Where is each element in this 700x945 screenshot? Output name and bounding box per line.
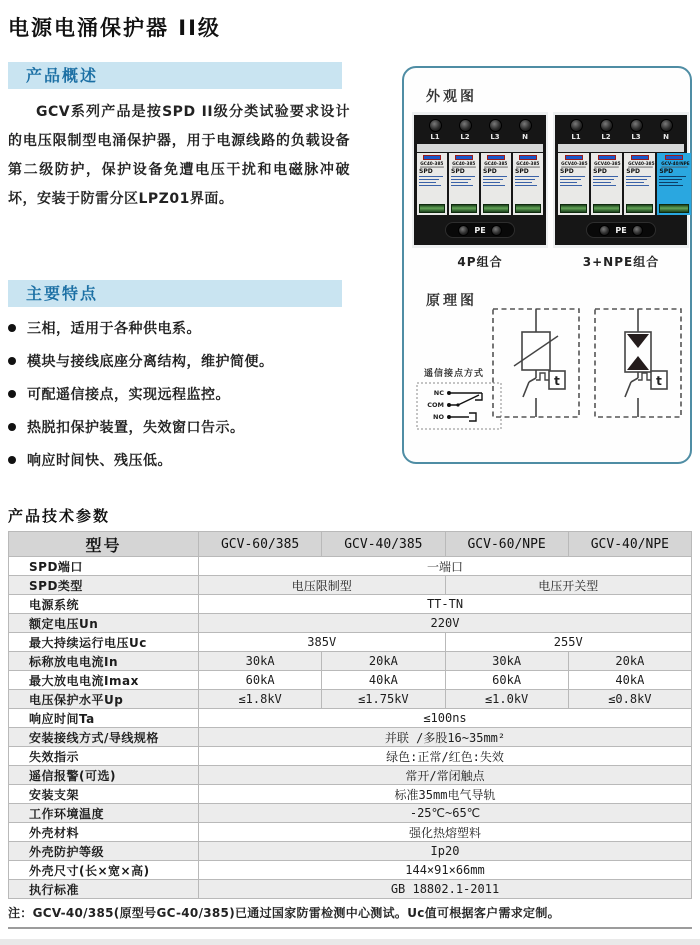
header-model-name: GCV-60/NPE bbox=[445, 532, 568, 557]
feature-text: 三相，适用于各种供电系。 bbox=[27, 321, 201, 337]
product-unit bbox=[412, 112, 548, 270]
bullet-icon bbox=[8, 357, 16, 365]
row-label: SPD类型 bbox=[9, 576, 199, 595]
status-window bbox=[419, 204, 445, 213]
status-window bbox=[626, 204, 653, 213]
module-spec-lines bbox=[659, 176, 686, 188]
row-label: 电压保护水平Up bbox=[9, 690, 199, 709]
module-model: GCV-40/NPE bbox=[661, 161, 690, 167]
terminal-label: L3 bbox=[631, 133, 641, 141]
photo-frame bbox=[412, 112, 548, 248]
feature-item bbox=[8, 351, 368, 371]
pe-screw-icon bbox=[632, 225, 643, 236]
row-value: ≤1.75kV bbox=[322, 690, 445, 709]
brand-logo-icon bbox=[565, 155, 583, 160]
module-spd-label: SPD bbox=[560, 168, 574, 175]
row-label: 工作环境温度 bbox=[9, 804, 199, 823]
thermal-t-label: t bbox=[656, 374, 662, 388]
module-spd-label: SPD bbox=[483, 168, 497, 175]
header-model-name: GCV-40/385 bbox=[322, 532, 445, 557]
row-label: 标称放电电流In bbox=[9, 652, 199, 671]
schematic-varistor bbox=[492, 308, 580, 422]
table-row bbox=[9, 823, 692, 842]
row-value: 20kA bbox=[568, 652, 691, 671]
pe-label: PE bbox=[615, 225, 627, 235]
terminal-screw-icon bbox=[570, 119, 583, 132]
brand-logo-icon bbox=[519, 155, 537, 160]
bullet-icon bbox=[8, 423, 16, 431]
row-label: 安装支架 bbox=[9, 785, 199, 804]
row-value: 255V bbox=[445, 633, 692, 652]
spd-module bbox=[624, 153, 655, 215]
table-row bbox=[9, 614, 692, 633]
feature-text: 热脱扣保护装置，失效窗口告示。 bbox=[27, 420, 245, 436]
terminal-row bbox=[414, 115, 546, 142]
row-value: ≤1.0kV bbox=[445, 690, 568, 709]
device-body bbox=[555, 115, 690, 245]
spd-module bbox=[449, 153, 479, 215]
brand-logo-icon bbox=[665, 155, 683, 160]
pe-row bbox=[414, 216, 546, 245]
contact-label-no: NO bbox=[433, 413, 444, 421]
row-value: ≤100ns bbox=[199, 709, 692, 728]
row-value: 30kA bbox=[445, 652, 568, 671]
terminal-screw-icon bbox=[429, 119, 442, 132]
row-label: 外壳材料 bbox=[9, 823, 199, 842]
status-window bbox=[515, 204, 541, 213]
terminal-label: L1 bbox=[571, 133, 581, 141]
spec-table-wrap bbox=[8, 531, 692, 929]
terminal bbox=[655, 119, 677, 141]
terminal-screw-icon bbox=[519, 119, 532, 132]
table-row bbox=[9, 804, 692, 823]
table-row bbox=[9, 785, 692, 804]
module-spd-label: SPD bbox=[593, 168, 607, 175]
row-label: 失效指示 bbox=[9, 747, 199, 766]
row-label: SPD端口 bbox=[9, 557, 199, 576]
feature-item bbox=[8, 417, 368, 437]
table-row bbox=[9, 709, 692, 728]
product-unit bbox=[553, 112, 689, 270]
spec-table-head bbox=[9, 532, 692, 557]
feature-text: 模块与接线底座分离结构，维护简便。 bbox=[27, 354, 274, 370]
table-row bbox=[9, 633, 692, 652]
table-row bbox=[9, 690, 692, 709]
product-photos bbox=[412, 112, 689, 270]
section-heading-features: 主要特点 bbox=[8, 280, 342, 307]
bullet-icon bbox=[8, 324, 16, 332]
module-model: GCV40-385 bbox=[561, 161, 588, 167]
feature-item bbox=[8, 384, 368, 404]
terminal-label: N bbox=[663, 133, 669, 141]
row-value: 电压开关型 bbox=[445, 576, 692, 595]
bullet-icon bbox=[8, 390, 16, 398]
terminal bbox=[484, 119, 506, 141]
table-row bbox=[9, 557, 692, 576]
terminal-label: L2 bbox=[460, 133, 470, 141]
terminal-label: L2 bbox=[601, 133, 611, 141]
terminal bbox=[514, 119, 536, 141]
status-window bbox=[659, 204, 688, 213]
module-spec-lines bbox=[451, 176, 475, 188]
brand-logo-icon bbox=[455, 155, 473, 160]
terminal-label: L1 bbox=[430, 133, 440, 141]
module-cap-strip bbox=[558, 144, 684, 152]
unit-caption: 3+NPE组合 bbox=[582, 255, 660, 269]
pe-screw-icon bbox=[458, 225, 469, 236]
table-row bbox=[9, 652, 692, 671]
table-row bbox=[9, 842, 692, 861]
module-spd-label: SPD bbox=[515, 168, 529, 175]
module-spec-lines bbox=[560, 176, 585, 188]
row-value: 385V bbox=[199, 633, 446, 652]
device-body bbox=[414, 115, 546, 245]
row-value: TT-TN bbox=[199, 595, 692, 614]
bullet-icon bbox=[8, 456, 16, 464]
row-label: 安装接线方式/导线规格 bbox=[9, 728, 199, 747]
table-row bbox=[9, 728, 692, 747]
unit-caption: 4P组合 bbox=[457, 255, 503, 269]
module-spec-lines bbox=[419, 176, 443, 188]
module-row bbox=[555, 152, 690, 216]
spd-module bbox=[513, 153, 543, 215]
tech-params-heading: 产品技术参数 bbox=[8, 507, 111, 525]
row-label: 执行标准 bbox=[9, 880, 199, 899]
row-value: ≤1.8kV bbox=[199, 690, 322, 709]
module-spec-lines bbox=[515, 176, 539, 188]
terminal-screw-icon bbox=[600, 119, 613, 132]
row-label: 最大持续运行电压Uc bbox=[9, 633, 199, 652]
module-spd-label: SPD bbox=[419, 168, 433, 175]
row-value: 标准35mm电气导轨 bbox=[199, 785, 692, 804]
module-spd-label: SPD bbox=[451, 168, 465, 175]
terminal-screw-icon bbox=[459, 119, 472, 132]
table-row bbox=[9, 880, 692, 899]
row-value: 40kA bbox=[322, 671, 445, 690]
row-label: 遥信报警(可选) bbox=[9, 766, 199, 785]
section-heading-overview: 产品概述 bbox=[8, 62, 342, 89]
table-header-row bbox=[9, 532, 692, 557]
pe-screw-icon bbox=[599, 225, 610, 236]
terminal bbox=[424, 119, 446, 141]
feature-item bbox=[8, 318, 368, 338]
row-value: 60kA bbox=[199, 671, 322, 690]
product-info-panel bbox=[402, 66, 692, 464]
brand-logo-icon bbox=[487, 155, 505, 160]
pe-screw-icon bbox=[491, 225, 502, 236]
row-label: 额定电压Un bbox=[9, 614, 199, 633]
row-value: 60kA bbox=[445, 671, 568, 690]
overview-paragraph: GCV系列产品是按SPD II级分类试验要求设计的电压限制型电涌保护器，用于电源线路的负载设备第二级防护，保护设备免遭电压干扰和电磁脉冲破坏，安装于防雷分区LPZ01界面。 bbox=[8, 104, 350, 207]
terminal-label: N bbox=[522, 133, 528, 141]
row-value: 常开/常闭触点 bbox=[199, 766, 692, 785]
feature-text: 可配遥信接点，实现远程监控。 bbox=[27, 387, 230, 403]
row-value: GB 18802.1-2011 bbox=[199, 880, 692, 899]
table-row bbox=[9, 766, 692, 785]
status-window bbox=[451, 204, 477, 213]
terminal bbox=[595, 119, 617, 141]
module-model: GC40-385 bbox=[420, 161, 444, 167]
contact-label-com: COM bbox=[427, 401, 444, 409]
row-label: 响应时间Ta bbox=[9, 709, 199, 728]
module-model: GC40-385 bbox=[452, 161, 476, 167]
terminal bbox=[625, 119, 647, 141]
row-value: 20kA bbox=[322, 652, 445, 671]
feature-list bbox=[8, 318, 368, 483]
photo-frame bbox=[553, 112, 689, 248]
module-model: GCV40-385 bbox=[594, 161, 621, 167]
brand-logo-icon bbox=[598, 155, 616, 160]
remote-contact-title: 遥信接点方式 bbox=[424, 369, 485, 379]
terminal-screw-icon bbox=[660, 119, 673, 132]
module-spd-label: SPD bbox=[659, 168, 674, 175]
feature-text: 响应时间快、残压低。 bbox=[27, 453, 172, 469]
module-spd-label: SPD bbox=[626, 168, 640, 175]
row-value: -25℃~65℃ bbox=[199, 804, 692, 823]
brand-logo-icon bbox=[631, 155, 649, 160]
terminal-label: L3 bbox=[490, 133, 500, 141]
page-title: 电源电涌保护器 II级 bbox=[8, 16, 221, 40]
status-window bbox=[560, 204, 587, 213]
spec-table bbox=[8, 531, 692, 899]
table-row bbox=[9, 671, 692, 690]
status-window bbox=[593, 204, 620, 213]
row-value: 电压限制型 bbox=[199, 576, 446, 595]
row-value: 绿色:正常/红色:失效 bbox=[199, 747, 692, 766]
table-row bbox=[9, 747, 692, 766]
brand-logo-icon bbox=[423, 155, 441, 160]
terminal-screw-icon bbox=[630, 119, 643, 132]
header-model-col-label: 型号 bbox=[9, 532, 199, 557]
pe-bar bbox=[586, 222, 656, 238]
row-value: 40kA bbox=[568, 671, 691, 690]
spec-table-body bbox=[9, 557, 692, 899]
pe-label: PE bbox=[474, 225, 486, 235]
row-value: 强化热熔塑料 bbox=[199, 823, 692, 842]
module-row bbox=[414, 152, 546, 216]
thermal-t-label: t bbox=[554, 374, 560, 388]
terminal bbox=[565, 119, 587, 141]
module-spec-lines bbox=[626, 176, 651, 188]
module-spec-lines bbox=[593, 176, 618, 188]
terminal-row bbox=[555, 115, 687, 142]
terminal-screw-icon bbox=[489, 119, 502, 132]
table-row bbox=[9, 861, 692, 880]
feature-item bbox=[8, 450, 368, 470]
row-label: 外壳尺寸(长×宽×高) bbox=[9, 861, 199, 880]
module-model: GC40-385 bbox=[484, 161, 508, 167]
spd-module bbox=[558, 153, 589, 215]
contact-label-nc: NC bbox=[433, 389, 444, 397]
schematic-gdt bbox=[594, 308, 682, 422]
terminal bbox=[454, 119, 476, 141]
row-value: 30kA bbox=[199, 652, 322, 671]
spd-module bbox=[417, 153, 447, 215]
header-model-name: GCV-40/NPE bbox=[568, 532, 691, 557]
row-value: 一端口 bbox=[199, 557, 692, 576]
pe-bar bbox=[445, 222, 515, 238]
module-model: GC40-385 bbox=[516, 161, 540, 167]
module-spec-lines bbox=[483, 176, 507, 188]
pe-row bbox=[555, 216, 687, 245]
spd-module bbox=[481, 153, 511, 215]
row-label: 电源系统 bbox=[9, 595, 199, 614]
page-edge bbox=[0, 939, 700, 945]
appearance-label: 外观图 bbox=[426, 89, 477, 105]
row-label: 外壳防护等级 bbox=[9, 842, 199, 861]
table-row bbox=[9, 595, 692, 614]
row-value: ≤0.8kV bbox=[568, 690, 691, 709]
remote-contact-diagram bbox=[416, 382, 502, 434]
row-value: 220V bbox=[199, 614, 692, 633]
table-row bbox=[9, 576, 692, 595]
row-value: 144×91×66mm bbox=[199, 861, 692, 880]
row-value: 并联 /多股16~35mm² bbox=[199, 728, 692, 747]
schematic-label: 原理图 bbox=[426, 293, 477, 309]
module-model: GCV40-385 bbox=[627, 161, 655, 167]
spd-module bbox=[657, 153, 690, 215]
row-value: Ip20 bbox=[199, 842, 692, 861]
row-label: 最大放电电流Imax bbox=[9, 671, 199, 690]
spd-module bbox=[591, 153, 622, 215]
header-model-name: GCV-60/385 bbox=[199, 532, 322, 557]
table-note: 注：GCV-40/385(原型号GC-40/385)已通过国家防雷检测中心测试。Uc值可根据客户需求定制。 bbox=[8, 901, 692, 929]
module-cap-strip bbox=[417, 144, 543, 152]
status-window bbox=[483, 204, 509, 213]
